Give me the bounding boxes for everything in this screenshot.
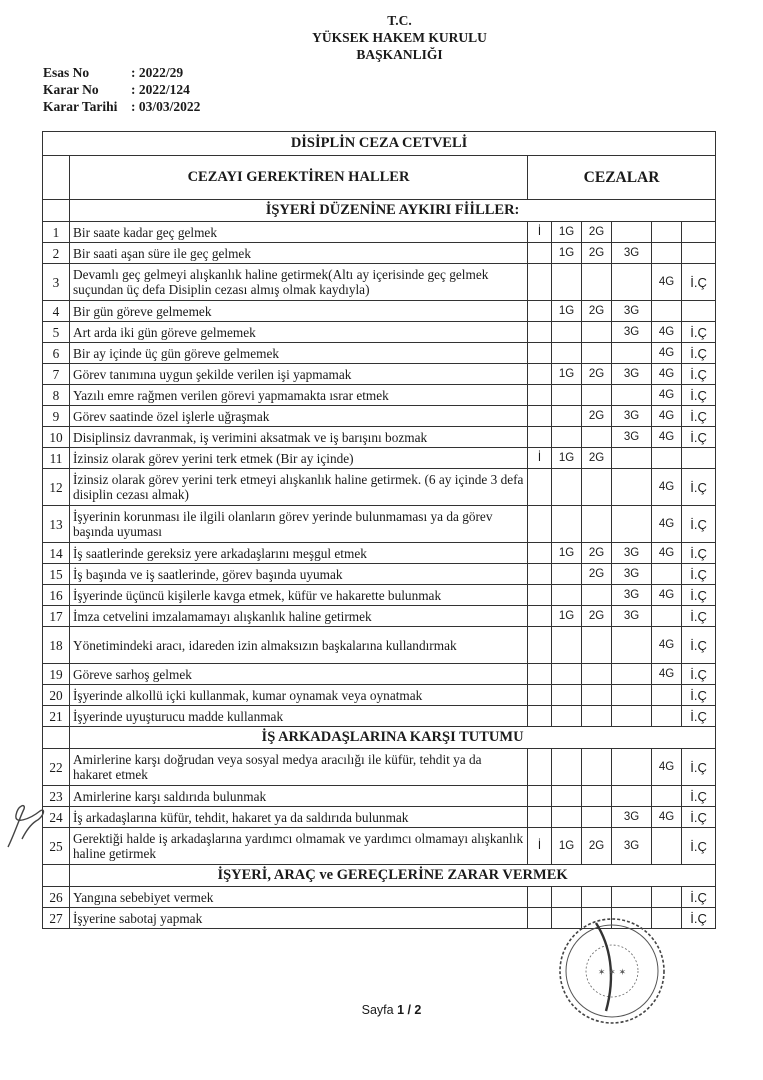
document-header [0,12,763,63]
offense-text: Göreve sarhoş gelmek [70,664,528,685]
row-number: 12 [43,469,70,506]
penalty-cell: 4G [652,427,682,448]
table-row [43,222,716,243]
table-title: DİSİPLİN CEZA CETVELİ [43,132,716,156]
penalty-cell [528,427,552,448]
penalty-cell [528,749,552,786]
penalty-cell [582,385,612,406]
penalty-cell: 1G [552,222,582,243]
penalty-cell: 4G [652,385,682,406]
penalty-cell: 4G [652,749,682,786]
penalty-cell: İ.Ç [682,506,716,543]
penalty-cell [528,543,552,564]
penalty-cell: İ.Ç [682,427,716,448]
row-number: 22 [43,749,70,786]
penalty-cell [552,322,582,343]
penalty-cell [552,343,582,364]
penalty-cell [528,385,552,406]
penalty-cell [612,887,652,908]
meta-value: : 2022/124 [131,82,190,97]
penalty-cell [612,264,652,301]
penalty-cell [582,786,612,807]
offense-text: Amirlerine karşı doğrudan veya sosyal medya aracılığı ile küfür, tehdit ya da hakaret etmek [70,749,528,786]
meta-label: Karar No [43,82,99,97]
penalty-cell: 2G [582,364,612,385]
penalty-cell: İ.Ç [682,385,716,406]
offense-text: İşyerinde üçüncü kişilerle kavga etmek, küfür ve hakarette bulunmak [70,585,528,606]
penalty-cell: 2G [582,301,612,322]
row-number: 13 [43,506,70,543]
penalty-cell: 1G [552,606,582,627]
offense-text: Gerektiği halde iş arkadaşlarına yardımcı olmamak ve yardımcı olmamayı alışkanlık haline getirmek [70,828,528,865]
row-number: 5 [43,322,70,343]
penalty-cell: İ.Ç [682,685,716,706]
penalty-cell: 2G [582,243,612,264]
penalty-cell: 4G [652,543,682,564]
penalty-cell [528,627,552,664]
meta-label: Karar Tarihi [43,99,118,114]
penalty-cell [652,706,682,727]
table-row [43,322,716,343]
penalty-cell: İ [528,828,552,865]
row-number: 14 [43,543,70,564]
offense-text: Yazılı emre rağmen verilen görevi yapmamakta ısrar etmek [70,385,528,406]
offense-text: İş başında ve iş saatlerinde, görev başında uyumak [70,564,528,585]
penalty-cell [582,749,612,786]
offense-text: İş arkadaşlarına küfür, tehdit, hakaret ya da saldırıda bulunmak [70,807,528,828]
penalty-cell [528,887,552,908]
penalty-cell [552,664,582,685]
section-title: İŞ ARKADAŞLARINA KARŞI TUTUMU [70,727,716,749]
row-number: 20 [43,685,70,706]
penalty-cell [612,664,652,685]
penalty-cell [528,301,552,322]
row-number: 8 [43,385,70,406]
penalty-cell: 3G [612,543,652,564]
meta-label: Esas No [43,65,90,80]
penalty-cell [582,685,612,706]
header-line-3: BAŞKANLIĞI [356,47,443,62]
penalty-cell: 4G [652,343,682,364]
page-footer [0,1003,763,1017]
row-number: 16 [43,585,70,606]
penalty-cell [528,786,552,807]
table-row [43,343,716,364]
penalty-cell [582,627,612,664]
offense-text: Bir gün göreve gelmemek [70,301,528,322]
offense-text: Bir saate kadar geç gelmek [70,222,528,243]
table-row [43,427,716,448]
penalty-cell [612,786,652,807]
penalty-cell [528,243,552,264]
row-number: 25 [43,828,70,865]
row-number: 19 [43,664,70,685]
table-row [43,301,716,322]
table-row [43,887,716,908]
column-header-row [43,156,716,200]
penalty-cell [612,749,652,786]
penalty-cell: İ.Ç [682,908,716,929]
section-title: İŞYERİ DÜZENİNE AYKIRI FİİLLER: [70,200,716,222]
penalty-cell [552,585,582,606]
penalty-cell: 3G [612,301,652,322]
penalty-cell: 4G [652,469,682,506]
offense-text: Yangına sebebiyet vermek [70,887,528,908]
offense-text: Amirlerine karşı saldırıda bulunmak [70,786,528,807]
penalty-cell: 4G [652,664,682,685]
offense-text: Yönetimindeki aracı, idareden izin almaksızın başkalarına kullandırmak [70,627,528,664]
penalty-cell [552,786,582,807]
row-number: 15 [43,564,70,585]
row-number: 24 [43,807,70,828]
header-line-2: YÜKSEK HAKEM KURULU [312,30,487,45]
table-row [43,364,716,385]
row-number: 9 [43,406,70,427]
penalty-cell: 2G [582,564,612,585]
offense-text: İşyerinde alkollü içki kullanmak, kumar oynamak veya oynatmak [70,685,528,706]
penalty-cell [582,264,612,301]
penalty-cell [652,301,682,322]
row-number: 17 [43,606,70,627]
penalty-cell [582,585,612,606]
section-row [43,865,716,887]
penalty-cell [612,706,652,727]
page-number: 1 / 2 [397,1003,422,1017]
section-spacer [43,865,70,887]
penalty-cell: 3G [612,322,652,343]
penalty-cell: İ.Ç [682,664,716,685]
penalty-cell [652,786,682,807]
penalty-cell: 1G [552,828,582,865]
row-number: 11 [43,448,70,469]
table-row [43,585,716,606]
offense-text: İşyerinde uyuşturucu madde kullanmak [70,706,528,727]
penalty-cell [528,343,552,364]
penalty-cell [552,685,582,706]
penalty-cell [552,627,582,664]
penalty-cell [552,506,582,543]
offense-text: Disiplinsiz davranmak, iş verimini aksatmak ve iş barışını bozmak [70,427,528,448]
penalty-cell [552,706,582,727]
row-number: 27 [43,908,70,929]
col-header-penalties: CEZALAR [528,156,716,200]
penalty-cell: 4G [652,506,682,543]
penalty-cell: İ.Ç [682,807,716,828]
meta-value: : 2022/29 [131,65,184,80]
table-row [43,786,716,807]
row-number: 7 [43,364,70,385]
penalty-cell [528,908,552,929]
penalty-cell: 1G [552,543,582,564]
section-row [43,200,716,222]
penalty-cell: İ.Ç [682,322,716,343]
offense-text: Bir saati aşan süre ile geç gelmek [70,243,528,264]
table-row [43,627,716,664]
penalty-cell: 2G [582,543,612,564]
penalty-cell: İ.Ç [682,406,716,427]
penalty-cell [582,807,612,828]
table-row [43,685,716,706]
penalty-cell: 4G [652,627,682,664]
row-number: 1 [43,222,70,243]
penalty-cell [528,322,552,343]
section-row [43,727,716,749]
penalty-cell [612,506,652,543]
penalty-cell [552,887,582,908]
penalty-cell: 2G [582,406,612,427]
penalty-cell [552,264,582,301]
meta-row [43,81,200,98]
penalty-cell [582,506,612,543]
row-number: 23 [43,786,70,807]
penalty-cell [528,585,552,606]
table-row [43,469,716,506]
penalty-cell [582,322,612,343]
penalty-cell: İ.Ç [682,606,716,627]
header-spacer [43,156,70,200]
penalty-cell: 2G [582,222,612,243]
table-row [43,606,716,627]
penalty-cell [652,222,682,243]
offense-text: İş saatlerinde gereksiz yere arkadaşlarını meşgul etmek [70,543,528,564]
penalty-cell [528,264,552,301]
penalty-cell: 1G [552,301,582,322]
penalty-cell: 2G [582,828,612,865]
penalty-cell [612,448,652,469]
penalty-cell: 4G [652,364,682,385]
table-row [43,448,716,469]
table-row [43,706,716,727]
penalty-cell: İ.Ç [682,469,716,506]
penalty-cell [582,469,612,506]
table-row [43,385,716,406]
table-row [43,564,716,585]
offense-text: İzinsiz olarak görev yerini terk etmeyi alışkanlık haline getirmek. (6 ay içinde 3 defa disiplin cezası almak) [70,469,528,506]
penalty-cell: İ.Ç [682,364,716,385]
penalty-cell [612,222,652,243]
offense-text: İşyerine sabotaj yapmak [70,908,528,929]
case-meta [43,64,200,115]
penalty-cell [652,606,682,627]
penalty-cell: 3G [612,564,652,585]
header-line-1: T.C. [387,13,412,28]
penalty-cell: 4G [652,585,682,606]
penalty-cell [682,222,716,243]
offense-text: Görev saatinde özel işlerle uğraşmak [70,406,528,427]
penalty-cell: İ.Ç [682,828,716,865]
penalty-cell: İ [528,448,552,469]
row-number: 6 [43,343,70,364]
penalty-cell [652,448,682,469]
penalty-cell [552,564,582,585]
penalty-cell: İ.Ç [682,264,716,301]
row-number: 21 [43,706,70,727]
table-row [43,828,716,865]
penalty-cell: 1G [552,448,582,469]
page-label: Sayfa [361,1003,394,1017]
penalty-cell [652,243,682,264]
penalty-cell [528,406,552,427]
row-number: 4 [43,301,70,322]
penalty-cell: 2G [582,606,612,627]
section-title: İŞYERİ, ARAÇ ve GEREÇLERİNE ZARAR VERMEK [70,865,716,887]
penalty-cell: 4G [652,406,682,427]
penalty-cell: İ.Ç [682,543,716,564]
penalty-cell: İ.Ç [682,706,716,727]
penalty-cell [652,685,682,706]
penalty-cell: 3G [612,828,652,865]
penalty-cell [582,706,612,727]
penalty-cell: 3G [612,807,652,828]
table-row [43,406,716,427]
table-title-row [43,132,716,156]
penalty-cell: 1G [552,243,582,264]
section-spacer [43,727,70,749]
penalty-table [42,131,716,929]
penalty-cell [552,469,582,506]
penalty-cell [528,706,552,727]
penalty-cell: 3G [612,427,652,448]
penalty-cell [612,343,652,364]
penalty-cell: İ.Ç [682,627,716,664]
offense-text: Görev tanımına uygun şekilde verilen işi yapmamak [70,364,528,385]
penalty-cell: İ.Ç [682,585,716,606]
penalty-cell [552,807,582,828]
penalty-cell [652,828,682,865]
offense-text: İmza cetvelini imzalamamayı alışkanlık haline getirmek [70,606,528,627]
meta-row [43,98,200,115]
penalty-cell: İ.Ç [682,749,716,786]
penalty-cell [682,243,716,264]
penalty-cell [552,385,582,406]
table-row [43,506,716,543]
penalty-cell [528,807,552,828]
table-row [43,243,716,264]
row-number: 26 [43,887,70,908]
meta-value: : 03/03/2022 [131,99,201,114]
penalty-cell [528,564,552,585]
penalty-cell [528,685,552,706]
penalty-cell [612,685,652,706]
penalty-cell [582,664,612,685]
signature-mark [0,795,60,855]
offense-text: İşyerinin korunması ile ilgili olanların görev yerinde bulunmaması ya da görev başında uyuması [70,506,528,543]
penalty-cell: İ.Ç [682,786,716,807]
penalty-cell [528,664,552,685]
penalty-cell [528,606,552,627]
svg-text:✶ ✶ ✶: ✶ ✶ ✶ [597,968,627,978]
penalty-cell [582,343,612,364]
row-number: 2 [43,243,70,264]
penalty-cell [652,564,682,585]
penalty-cell [552,749,582,786]
row-number: 10 [43,427,70,448]
penalty-cell [528,506,552,543]
penalty-cell [682,301,716,322]
penalty-cell [528,364,552,385]
row-number: 3 [43,264,70,301]
penalty-cell: 4G [652,264,682,301]
col-header-cases: CEZAYI GEREKTİREN HALLER [70,156,528,200]
penalty-cell: 3G [612,364,652,385]
penalty-cell: 1G [552,364,582,385]
penalty-cell [612,469,652,506]
penalty-cell [528,469,552,506]
offense-text: Devamlı geç gelmeyi alışkanlık haline getirmek(Altı ay içerisinde geç gelmek suçundan üç defa Disiplin cezası almış olmak kaydıyla) [70,264,528,301]
penalty-cell: 3G [612,606,652,627]
offense-text: Bir ay içinde üç gün göreve gelmemek [70,343,528,364]
penalty-cell [552,427,582,448]
penalty-cell [612,385,652,406]
section-spacer [43,200,70,222]
table-row [43,664,716,685]
table-row [43,264,716,301]
row-number: 18 [43,627,70,664]
penalty-cell: 4G [652,807,682,828]
table-row [43,543,716,564]
penalty-cell: İ.Ç [682,887,716,908]
penalty-cell: 3G [612,243,652,264]
table-row [43,749,716,786]
penalty-cell: 2G [582,448,612,469]
penalty-cell [552,406,582,427]
penalty-cell [612,627,652,664]
table-row [43,807,716,828]
penalty-cell: 4G [652,322,682,343]
offense-text: İzinsiz olarak görev yerini terk etmek (Bir ay içinde) [70,448,528,469]
penalty-cell: İ.Ç [682,343,716,364]
meta-row [43,64,200,81]
penalty-cell: İ [528,222,552,243]
penalty-cell: 3G [612,406,652,427]
penalty-cell: İ.Ç [682,564,716,585]
penalty-cell [582,887,612,908]
penalty-cell: 3G [612,585,652,606]
penalty-cell [682,448,716,469]
penalty-cell [652,887,682,908]
penalty-cell [582,427,612,448]
offense-text: Art arda iki gün göreve gelmemek [70,322,528,343]
